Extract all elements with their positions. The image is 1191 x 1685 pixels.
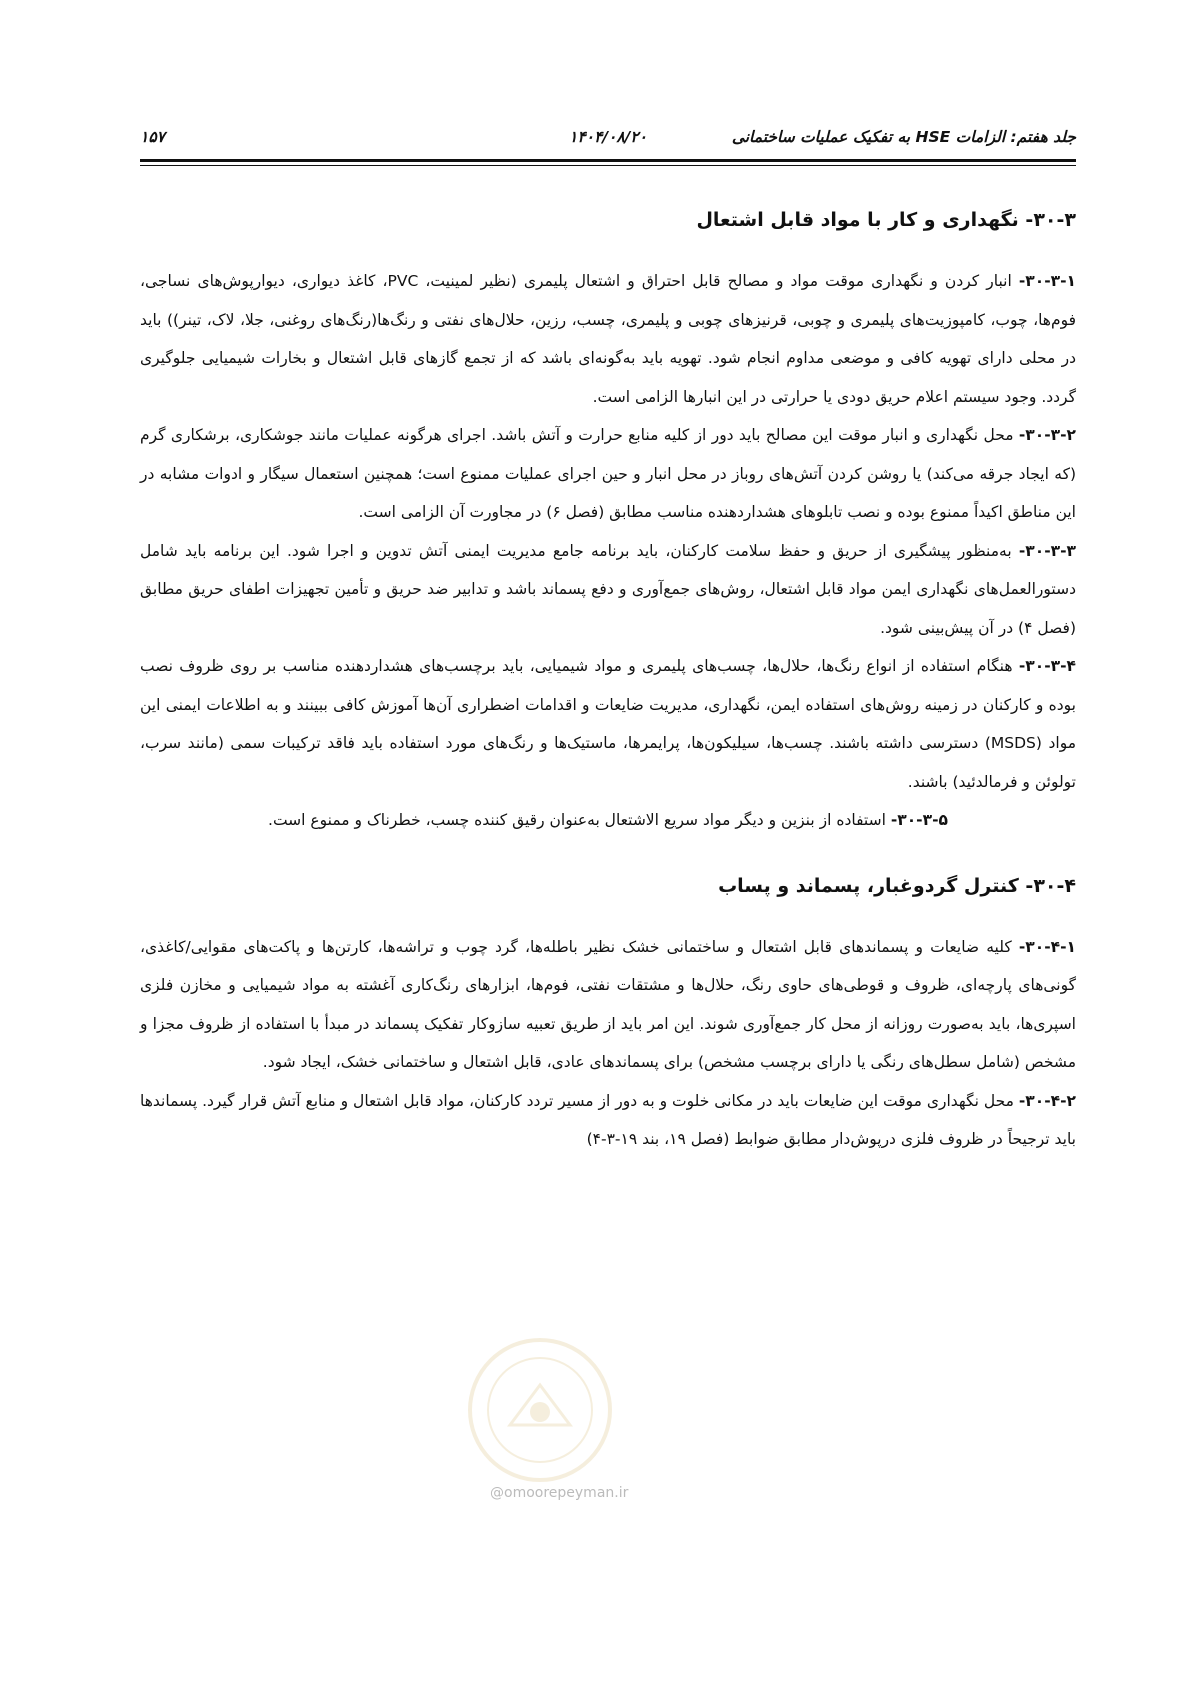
page-body [140, 200, 1076, 1159]
paragraph-30-4-2 [140, 1082, 1076, 1159]
clause-text: محل نگهداری موقت این ضایعات باید در مکانی خلوت و به دور از مسیر تردد کارکنان، مواد قابل اشتعال و منابع آتش قرار گیرد. پسماندها باید ترجیحاً در ظروف فلزی درپوش‌دار مطابق ضوابط (فصل ۱۹، بند ۱۹-۳-۴) [140, 1091, 1076, 1148]
clause-text: هنگام استفاده از انواع رنگ‌ها، حلال‌ها، چسب‌های پلیمری و مواد شیمیایی، باید برچسب‌های هشداردهنده مناسب بر روی ظروف نصب بوده و کارکنان در زمینه روش‌های استفاده ایمن، نگهداری، مدیریت ضایعات و اقدامات اضطراری آن‌ها آموزش کافی ببینند و به اطلاعات ایمنی این مواد (MSDS) دسترسی داشته باشند. چسب‌ها، سیلیکون‌ها، پرایمرها، ماستیک‌ها و رنگ‌های مورد استفاده باید فاقد ترکیبات سمی (مانند سرب، تولوئن و فرمالدئید) باشند. [140, 657, 1077, 791]
paragraph-30-3-2 [140, 416, 1076, 532]
clause-number: ۳۰-۳-۲- [1018, 426, 1076, 444]
clause-text: انبار کردن و نگهداری موقت مواد و مصالح قابل احتراق و اشتعال پلیمری (نظیر لمینیت، PVC، کاغذ دیواری، دیوارپوش‌های نساجی، فوم‌ها، چوب، کامپوزیت‌های پلیمری و چوبی، قرنیزهای چوبی و پلیمری، چسب، رزین، حلال‌های نفتی و رنگ‌ها(رنگ‌های روغنی، جلا، لاک، تینر)) باید در محلی دارای تهویه کافی و موضعی مداوم انجام شود. تهویه باید به‌گونه‌ای باشد که از تجمع گازهای قابل اشتعال و بخارات شیمیایی جلوگیری گردد. وجود سیستم اعلام حریق دودی یا حرارتی در این انبارها الزامی است. [140, 272, 1076, 406]
clause-text: محل نگهداری و انبار موقت این مصالح باید دور از کلیه منابع حرارت و آتش باشد. اجرای هرگونه عملیات مانند جوشکاری، برشکاری گرم (که ایجاد جرقه می‌کند) یا روشن کردن آتش‌های روباز در محل انبار و حین اجرای عملیات ممنوع است؛ همچنین استعمال سیگار و ادوات مشابه در این مناطق اکیداً ممنوع بوده و نصب تابلوهای هشداردهنده مناسب مطابق (فصل ۶) در مجاورت آن الزامی است. [140, 426, 1076, 521]
section-title-flammable-materials: ۳۰-۳- نگهداری و کار با مواد قابل اشتعال [696, 209, 1076, 231]
clause-number: ۳۰-۴-۲- [1018, 1091, 1076, 1110]
clause-text: کلیه ضایعات و پسماندهای قابل اشتعال و ساختمانی خشک نظیر باطله‌ها، گرد چوب و تراشه‌ها، کارتن‌ها و پاکت‌های مقوایی/کاغذی، گونی‌های پارچه‌ای، ظروف و قوطی‌های حاوی رنگ، حلال‌ها و مشتقات نفتی، فوم‌ها، ابزارهای رنگ‌کاری آغشته به مواد شیمیایی و مخازن فلزی اسپری‌ها، باید به‌صورت روزانه از محل کار جمع‌آوری شوند. این امر باید از طریق تعبیه سازوکار تفکیک پسماند در مبدأ با استفاده از ظروف مجزا و مشخص (شامل سطل‌های رنگی یا دارای برچسب مشخص) برای پسماندهای عادی، قابل اشتعال و ساختمانی خشک، ایجاد شود. [140, 937, 1076, 1071]
clause-number: ۳۰-۳-۱- [1018, 272, 1077, 290]
clause-number: ۳۰-۴-۱- [1018, 937, 1076, 956]
header-rule-thin [140, 165, 1076, 166]
watermark-seal-icon [440, 1330, 640, 1490]
section-title-dust-waste-control: ۳۰-۴- کنترل گردوغبار، پسماند و پساب [718, 874, 1076, 897]
watermark-text: @omoorepeyman.ir [490, 1485, 629, 1501]
paragraph-30-3-1 [140, 262, 1076, 416]
paragraph-30-3-3 [140, 532, 1076, 648]
header-book-title: جلد هفتم: الزامات HSE به تفکیک عملیات ساختمانی [731, 128, 1076, 146]
header-date: ۱۴۰۴/۰۸/۲۰ [569, 128, 647, 146]
paragraph-30-3-5 [140, 801, 1076, 840]
clause-number: ۳۰-۳-۳- [1018, 541, 1076, 560]
header-page-number: ۱۵۷ [140, 128, 165, 146]
page-header [140, 128, 1076, 168]
paragraph-30-4-1 [140, 928, 1076, 1082]
clause-text: استفاده از بنزین و دیگر مواد سریع الاشتعال به‌عنوان رقیق کننده چسب، خطرناک و ممنوع است. [268, 811, 891, 829]
paragraph-30-3-4 [140, 647, 1076, 801]
clause-number: ۳۰-۳-۵- [890, 811, 948, 829]
header-rule-thick [140, 159, 1076, 162]
clause-number: ۳۰-۳-۴- [1018, 657, 1076, 675]
clause-text: به‌منظور پیشگیری از حریق و حفظ سلامت کارکنان، باید برنامه جامع مدیریت ایمنی آتش تدوین و اجرا شود. این برنامه باید شامل دستورالعمل‌های نگهداری ایمن مواد قابل اشتعال، روش‌های جمع‌آوری و دفع پسماند باشد و تدابیر ضد حریق و تأمین تجهیزات اطفای حریق مطابق (فصل ۴) در آن پیش‌بینی شود. [140, 541, 1076, 637]
